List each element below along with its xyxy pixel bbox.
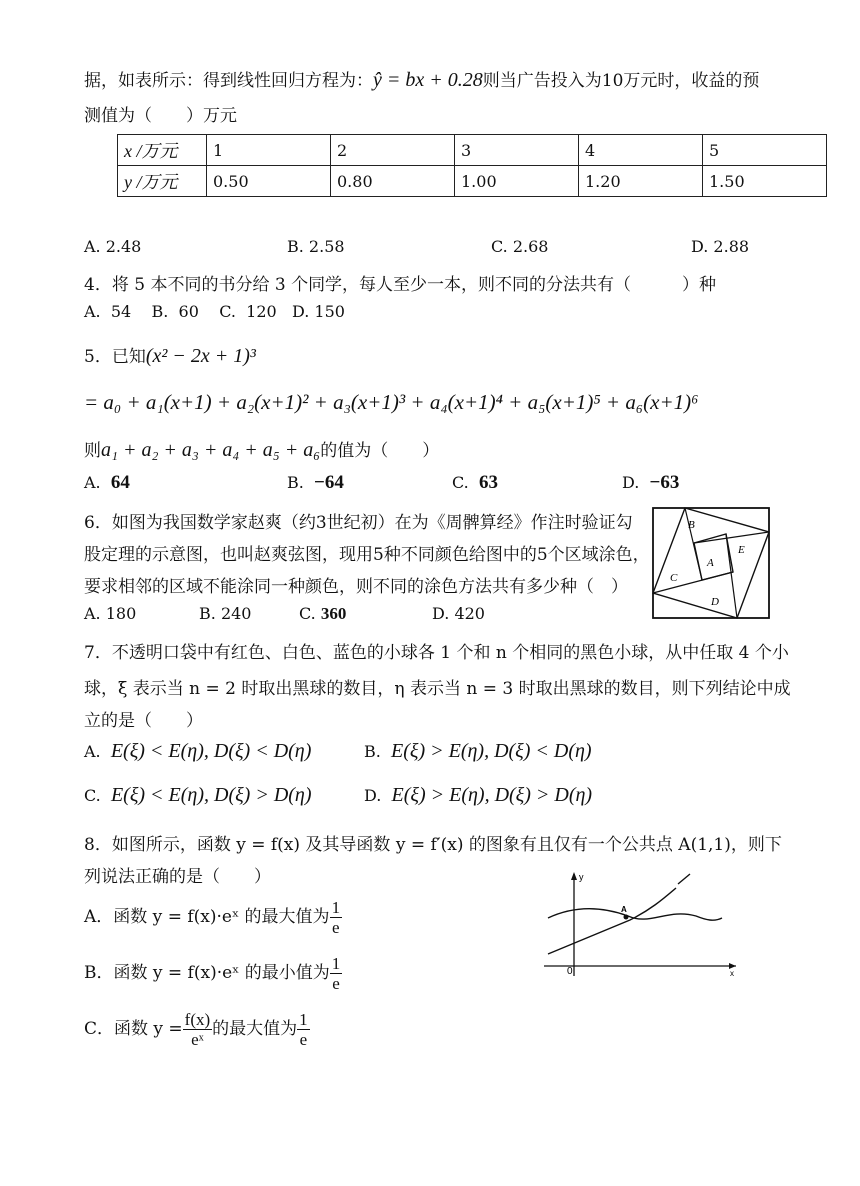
region-label-a: A — [707, 557, 714, 569]
q5-option-d: D. −63 — [622, 472, 680, 493]
region-label-b: B — [688, 519, 695, 531]
q5-option-a: A. 64 — [84, 472, 130, 493]
q5-expansion: = a₀ + a₁(x+1) + a₂(x+1)² + a₃(x+1)³ + a₄(x+1)⁴ + a₅(x+1)⁵ + a₆(x+1)⁶ — [84, 390, 699, 414]
table-cell: x /万元 — [118, 135, 207, 166]
table-cell: y /万元 — [118, 166, 207, 197]
table-cell: 0.50 — [207, 166, 331, 197]
region-label-c: C — [670, 572, 678, 584]
q7-line1: 7．不透明口袋中有红色、白色、蓝色的小球各 1 个和 n 个相同的黑色小球，从中任取 4 个小 — [84, 643, 789, 663]
table-cell: 5 — [703, 135, 827, 166]
table-row — [118, 166, 827, 197]
q3-option-b: B. 2.58 — [287, 237, 345, 256]
table-cell: 1.50 — [703, 166, 827, 197]
q8-option-a: A．函数 y = f(x)·eˣ 的最大值为 $\frac{1}{e}$ — [84, 898, 341, 937]
q7-option-a: A. E(ξ) < E(η), D(ξ) < D(η) — [84, 740, 312, 762]
q3-option-c: C. 2.68 — [491, 237, 549, 256]
q5-stem: 5．已知(x² − 2x + 1)³ — [84, 345, 256, 367]
q4-options: A. 54 B. 60 C. 120 D. 150 — [84, 302, 345, 321]
q7-line2: 球，ξ 表示当 n = 2 时取出黑球的数目，η 表示当 n = 3 时取出黑球的数目，则下列结论中成 — [84, 679, 791, 699]
table-cell: 3 — [455, 135, 579, 166]
data-table — [117, 134, 827, 197]
regression-formula: ŷ = bx + 0.28 — [373, 69, 483, 91]
origin-label: 0 — [567, 966, 573, 977]
q5-ask: 则a₁ + a₂ + a₃ + a₄ + a₅ + a₆的值为（ ） — [84, 439, 440, 461]
table-cell: 4 — [579, 135, 703, 166]
q6-option-a: A. 180 — [84, 604, 137, 623]
x-axis-label: x — [730, 969, 734, 978]
q7-option-b: B. E(ξ) > E(η), D(ξ) < D(η) — [364, 740, 592, 762]
q8-line2: 列说法正确的是（ ） — [84, 867, 271, 887]
region-label-e: E — [738, 544, 745, 556]
q6-line1: 6．如图为我国数学家赵爽（约3世纪初）在为《周髀算经》作注时验证勾 — [84, 513, 633, 533]
q6-line3: 要求相邻的区域不能涂同一种颜色，则不同的涂色方法共有多少种（ ） — [84, 577, 628, 597]
table-cell: 1.20 — [579, 166, 703, 197]
q6-option-c: C. 360 — [299, 604, 347, 623]
point-a-label: A — [621, 905, 627, 914]
function-graph — [540, 868, 740, 980]
region-label-d: D — [711, 596, 719, 608]
table-cell: 1 — [207, 135, 331, 166]
q3-line2: 测值为（ ）万元 — [84, 106, 237, 126]
table-cell: 2 — [331, 135, 455, 166]
q7-line3: 立的是（ ） — [84, 711, 203, 731]
q3-line1: 据，如表所示：得到线性回归方程为：ŷ = bx + 0.28则当广告投入为10万元时，收益的预 — [84, 69, 760, 91]
y-axis-label: y — [579, 872, 584, 882]
q8-line1: 8．如图所示，函数 y = f(x) 及其导函数 y = f′(x) 的图象有且仅有一个公共点 A(1,1)，则下 — [84, 835, 782, 855]
q4-stem: 4．将 5 本不同的书分给 3 个同学，每人至少一本，则不同的分法共有（ ）种 — [84, 275, 717, 295]
q6-line2: 股定理的示意图，也叫赵爽弦图，现用5种不同颜色给图中的5个区域涂色， — [84, 545, 650, 565]
q8-option-c: C．函数 y = $\frac{f(x)}{\text{eˣ}}$ 的最大值为 $\frac{1}{e}$ — [84, 1010, 308, 1049]
q3-option-a: A. 2.48 — [84, 237, 142, 256]
table-cell: 0.80 — [331, 166, 455, 197]
zhao-shuang-diagram — [652, 507, 770, 619]
q5-option-b: B. −64 — [287, 472, 344, 493]
table-cell: 1.00 — [455, 166, 579, 197]
q7-option-c: C. E(ξ) < E(η), D(ξ) > D(η) — [84, 784, 312, 806]
q8-option-b: B．函数 y = f(x)·eˣ 的最小值为 $\frac{1}{e}$ — [84, 954, 341, 993]
q6-option-b: B. 240 — [199, 604, 252, 623]
table-row — [118, 135, 827, 166]
q5-option-c: C. 63 — [452, 472, 498, 493]
q6-option-d: D. 420 — [432, 604, 485, 623]
q3-option-d: D. 2.88 — [691, 237, 750, 256]
q7-option-d: D. E(ξ) > E(η), D(ξ) > D(η) — [364, 784, 593, 806]
